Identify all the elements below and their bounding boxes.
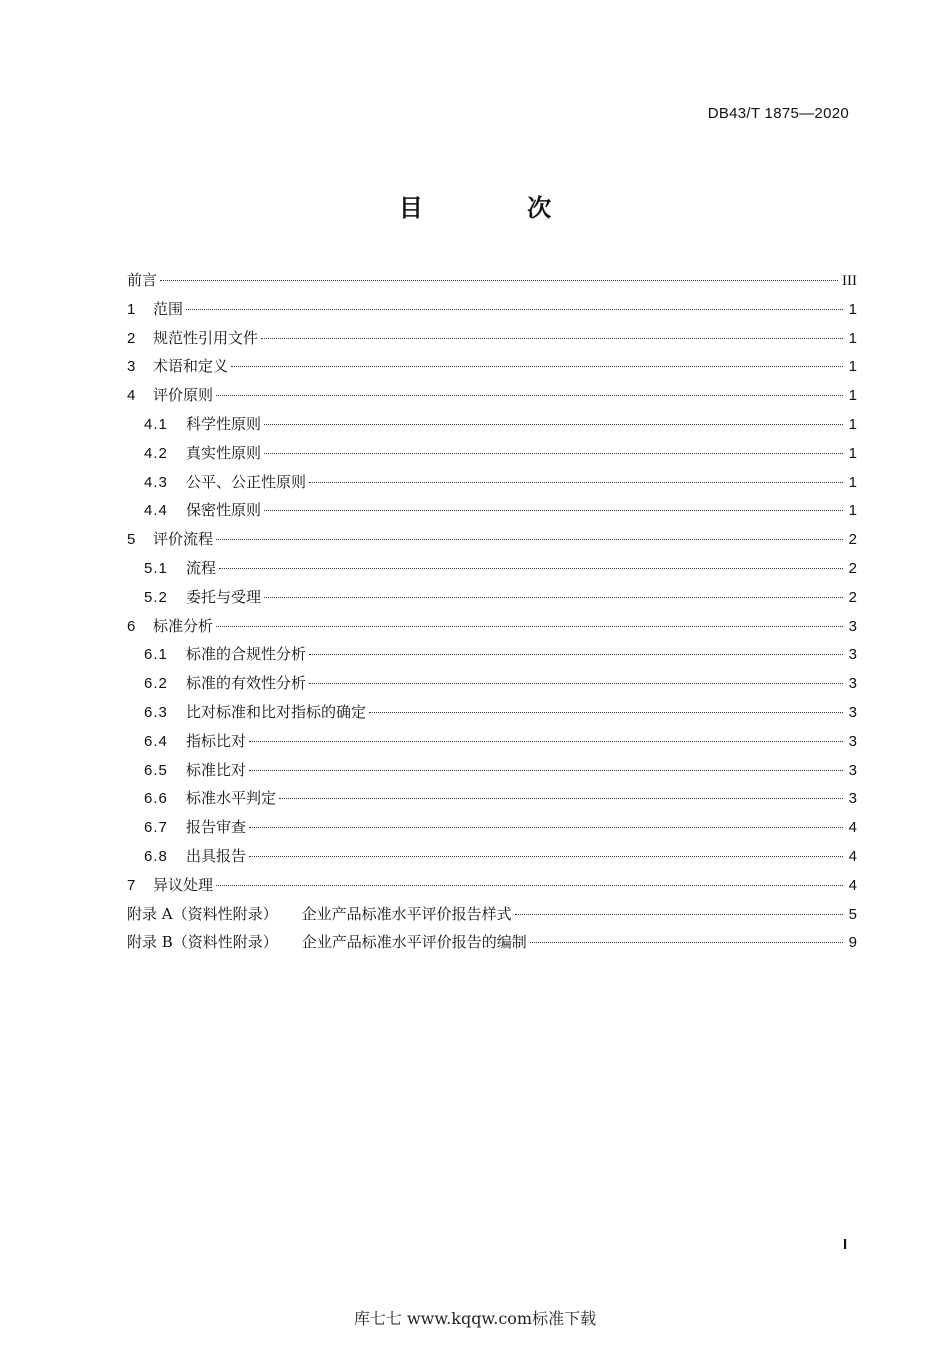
toc-entry[interactable] <box>127 756 857 785</box>
toc-entry[interactable] <box>127 727 857 756</box>
toc-entry-page: 5 <box>848 905 857 923</box>
toc-entry-label: 评价原则 <box>153 386 214 405</box>
toc-entry-page: 3 <box>848 675 857 693</box>
toc-entry-number: 4.1 <box>144 415 168 433</box>
toc-entry-page: 1 <box>848 358 857 376</box>
toc-entry-number: 4.4 <box>144 502 168 520</box>
toc-entry-number: 6.2 <box>144 675 168 693</box>
dot-leader <box>264 597 843 598</box>
toc-entry-page: III <box>842 273 857 289</box>
toc-entry[interactable] <box>127 640 857 669</box>
toc-entry[interactable] <box>127 669 857 698</box>
toc-entry-page: 3 <box>848 761 857 779</box>
toc-entry-number: 4 <box>127 387 136 405</box>
toc-entry-number: 6.3 <box>144 703 168 721</box>
toc-entry-label: 标准水平判定 <box>186 789 277 808</box>
toc-entry-page: 2 <box>848 559 857 577</box>
toc-entry-number: 3 <box>127 358 136 376</box>
document-code: DB43/T 1875—2020 <box>707 105 849 122</box>
toc-entry-label: 规范性引用文件 <box>153 328 259 347</box>
toc-entry-page: 1 <box>848 502 857 520</box>
toc-entry-page: 1 <box>848 473 857 491</box>
dot-leader <box>249 770 843 771</box>
toc-entry-label: 公平、公正性原则 <box>186 472 307 491</box>
dot-leader <box>219 568 843 569</box>
dot-leader <box>249 856 843 857</box>
toc-entry[interactable] <box>127 496 857 525</box>
toc-appendix-tag: 附录 B（资料性附录） <box>127 933 278 952</box>
toc-entry-number: 6.6 <box>144 790 168 808</box>
table-of-contents <box>127 266 857 957</box>
page-title: 目 次 <box>398 194 600 222</box>
toc-entry-page: 4 <box>848 819 857 837</box>
toc-entry-number: 6.7 <box>144 819 168 837</box>
toc-entry[interactable] <box>127 612 857 641</box>
dot-leader <box>309 654 843 655</box>
dot-leader <box>530 942 843 943</box>
toc-entry-page: 1 <box>848 444 857 462</box>
toc-entry[interactable] <box>127 439 857 468</box>
toc-entry-label: 出具报告 <box>186 846 247 865</box>
toc-entry-number: 1 <box>127 300 136 318</box>
toc-entry-label: 范围 <box>153 299 184 318</box>
dot-leader <box>264 510 843 511</box>
toc-entry[interactable] <box>127 583 857 612</box>
page-number-folio: I <box>843 1236 848 1253</box>
toc-entry-label: 评价流程 <box>153 530 214 549</box>
toc-entry-number: 5.2 <box>144 588 168 606</box>
toc-entry-number: 6 <box>127 617 136 635</box>
dot-leader <box>216 626 843 627</box>
toc-entry-label: 术语和定义 <box>153 357 229 376</box>
toc-entry-label: 标准比对 <box>186 760 247 779</box>
toc-entry-page: 1 <box>848 329 857 347</box>
toc-entry-number: 6.4 <box>144 732 168 750</box>
toc-entry-number: 5 <box>127 531 136 549</box>
toc-entry-number: 5.1 <box>144 559 168 577</box>
dot-leader <box>309 683 843 684</box>
toc-entry[interactable] <box>127 698 857 727</box>
dot-leader <box>249 741 843 742</box>
toc-entry[interactable] <box>127 784 857 813</box>
toc-entry-number: 4.2 <box>144 444 168 462</box>
toc-entry-page: 3 <box>848 617 857 635</box>
toc-entry[interactable] <box>127 295 857 324</box>
toc-entry-number: 4.3 <box>144 473 168 491</box>
dot-leader <box>279 798 843 799</box>
toc-entry-label: 真实性原则 <box>186 443 262 462</box>
toc-entry-label: 委托与受理 <box>186 587 262 606</box>
toc-entry-page: 1 <box>848 415 857 433</box>
toc-entry-page: 3 <box>848 790 857 808</box>
toc-entry-page: 1 <box>848 300 857 318</box>
toc-entry-label: 比对标准和比对指标的确定 <box>186 702 367 721</box>
toc-entry-label: 科学性原则 <box>186 414 262 433</box>
dot-leader <box>216 395 843 396</box>
toc-entry-page: 4 <box>848 876 857 894</box>
toc-appendix-tag: 附录 A（资料性附录） <box>127 904 278 923</box>
toc-entry[interactable] <box>127 525 857 554</box>
toc-entry-label: 前言 <box>127 271 158 289</box>
toc-entry-page: 2 <box>848 531 857 549</box>
dot-leader <box>216 539 843 540</box>
toc-entry[interactable] <box>127 324 857 353</box>
dot-leader <box>264 424 843 425</box>
toc-entry-label: 指标比对 <box>186 731 247 750</box>
toc-entry[interactable] <box>127 266 857 295</box>
toc-entry-label: 标准的有效性分析 <box>186 674 307 693</box>
toc-entry-number: 6.8 <box>144 847 168 865</box>
toc-entry[interactable] <box>127 381 857 410</box>
toc-entry-page: 4 <box>848 847 857 865</box>
toc-entry[interactable] <box>127 410 857 439</box>
toc-entry[interactable] <box>127 813 857 842</box>
watermark-text: 库七七 www.kqqw.com标准下载 <box>353 1309 597 1328</box>
toc-entry[interactable] <box>127 900 857 929</box>
toc-entry-label: 异议处理 <box>153 875 214 894</box>
toc-entry[interactable] <box>127 554 857 583</box>
toc-entry-page: 3 <box>848 732 857 750</box>
dot-leader <box>216 885 843 886</box>
dot-leader <box>264 453 843 454</box>
toc-entry-page: 3 <box>848 646 857 664</box>
toc-entry[interactable] <box>127 871 857 900</box>
toc-entry[interactable] <box>127 928 857 957</box>
dot-leader <box>249 827 843 828</box>
dot-leader <box>515 914 843 915</box>
toc-entry-label: 保密性原则 <box>186 501 262 520</box>
toc-entry-label: 标准分析 <box>153 616 214 635</box>
toc-entry-number: 2 <box>127 329 136 347</box>
toc-entry[interactable] <box>127 352 857 381</box>
toc-entry[interactable] <box>127 842 857 871</box>
toc-entry-label: 标准的合规性分析 <box>186 645 307 664</box>
toc-entry[interactable] <box>127 468 857 497</box>
toc-entry-label: 报告审查 <box>186 818 247 837</box>
toc-entry-label: 流程 <box>186 558 217 577</box>
dot-leader <box>309 482 843 483</box>
dot-leader <box>231 366 843 367</box>
dot-leader <box>369 712 843 713</box>
toc-entry-label: 企业产品标准水平评价报告样式 <box>301 904 512 923</box>
dot-leader <box>160 280 838 281</box>
dot-leader <box>186 309 843 310</box>
dot-leader <box>261 338 843 339</box>
toc-entry-number: 7 <box>127 876 136 894</box>
toc-entry-page: 9 <box>848 934 857 952</box>
toc-entry-page: 2 <box>848 588 857 606</box>
toc-entry-label: 企业产品标准水平评价报告的编制 <box>301 933 527 952</box>
toc-entry-page: 3 <box>848 703 857 721</box>
toc-entry-number: 6.5 <box>144 761 168 779</box>
toc-entry-page: 1 <box>848 387 857 405</box>
toc-entry-number: 6.1 <box>144 646 168 664</box>
